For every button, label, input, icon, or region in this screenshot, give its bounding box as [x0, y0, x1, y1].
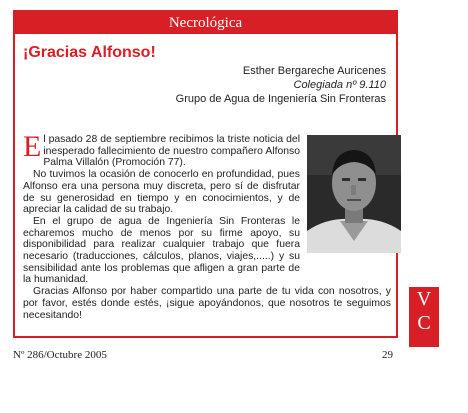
paragraph-2: No tuvimos la ocasión de conocerlo en profundidad, pues Alfonso era una persona muy discreta, pero sí de disfrutar de su generosidad en tiempo y en conocimientos, y de apreciar la calidad de su trabajo.	[23, 169, 300, 216]
body-wrapped-column	[23, 130, 300, 216]
dropcap: E	[23, 130, 42, 163]
side-tab-letter-c: C	[417, 312, 431, 334]
author-group: Grupo de Agua de Ingeniería Sin Fronteras	[175, 93, 386, 105]
paragraph-4: Gracias Alfonso por haber compartido una parte de tu vida con nosotros, y por favor, estés donde estés, ¡sigue apoyándonos, que nosotros te seguimos necesitando!	[23, 286, 391, 321]
page-number: 29	[382, 349, 393, 361]
issue-label: Nº 286/Octubre 2005	[13, 349, 107, 361]
obituary-box	[13, 10, 398, 338]
paragraph-1: El pasado 28 de septiembre recibimos la triste noticia del inesperado fallecimiento de nuestro compañero Alfonso Palma Villalón (Promoción 77).	[23, 130, 300, 169]
author-registration: Colegiada nº 9.110	[293, 79, 386, 91]
paragraph-3: En el grupo de agua de Ingeniería Sin Fronteras le echaremos mucho de menos por su firme apoyo, su disponibilidad para realizar cualquier trabajo que fuera necesario (traducciones, cálculos, planos, viajes,.....) y su sensibilidad ante los problemas que afligen a gran parte de la humanidad.	[23, 215, 300, 286]
side-tab	[409, 287, 439, 347]
author-name: Esther Bergareche Auricenes	[242, 65, 386, 77]
side-tab-letter-v: V	[416, 288, 432, 310]
article-body	[23, 130, 391, 321]
article-title: ¡Gracias Alfonso!	[23, 44, 156, 61]
section-header: Necrológica	[15, 12, 396, 34]
author-block	[176, 64, 386, 106]
